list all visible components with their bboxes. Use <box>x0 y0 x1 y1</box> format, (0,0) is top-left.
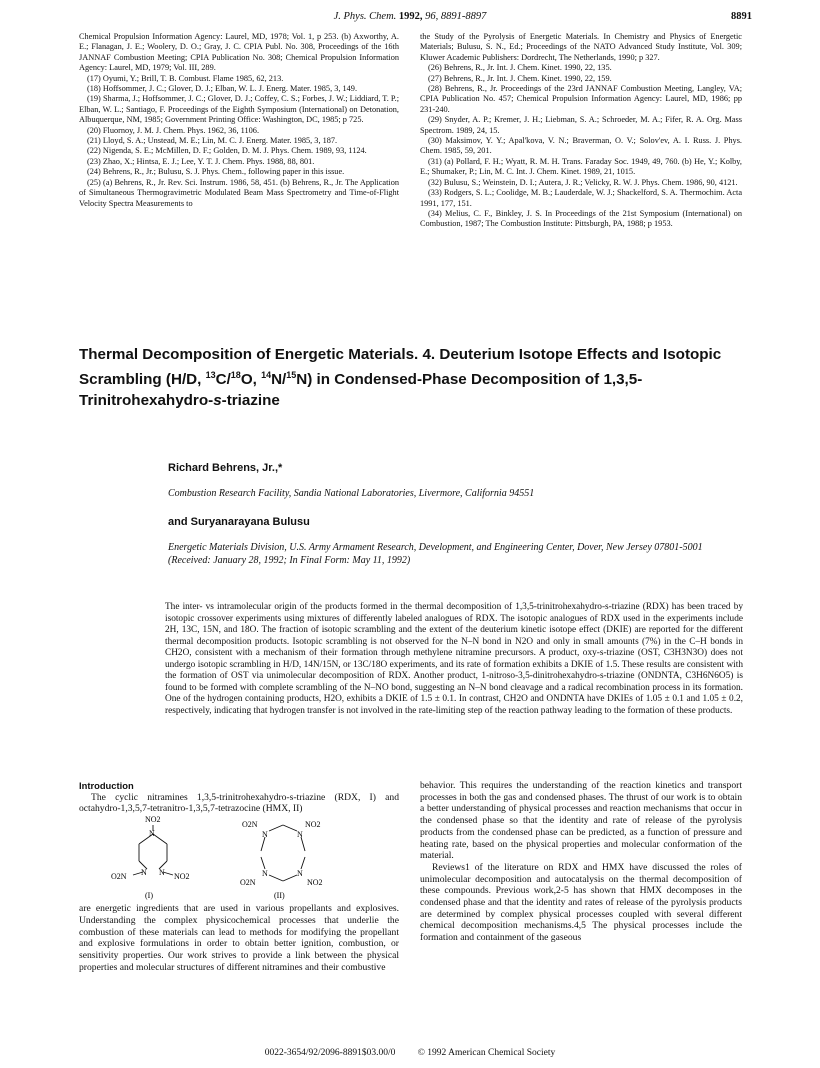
rdx-n-right: N <box>159 868 165 878</box>
hmx-n-bottom-left: N <box>262 869 268 879</box>
journal-name: J. Phys. Chem. <box>333 11 397 22</box>
reference-item: Chemical Propulsion Information Agency: Laurel, MD, 1978; Vol. 1, p 253. (b) Axworthy, A. E.; Flanagan, J. E.; Woolery, D. O.; Gray, J. C. CPIA Publ. No. 308, Proceedings of the 16th JANNAF Combustion Meeting; CPIA Publication No. 308; Chemical Propulsion Information Agency: Laurel, MD, 1979; Vol. III, 289. <box>79 32 399 73</box>
journal-volume: 96, <box>425 11 439 22</box>
reference-item: (27) Behrens, R., Jr. Int. J. Chem. Kinet. 1990, 22, 159. <box>428 73 612 83</box>
reference-item: (21) Lloyd, S. A.; Unstead, M. E.; Lin, M. C. J. Energ. Mater. 1985, 3, 187. <box>87 136 338 146</box>
hmx-no2-top: NO2 <box>305 820 321 830</box>
reference-item: (29) Snyder, A. P.; Kremer, J. H.; Liebman, S. A.; Schroeder, M. A.; Fifer, R. A. Org. Mass Spectrom. 1989, 24, 15. <box>420 115 742 135</box>
reference-item: (17) Oyumi, Y.; Brill, T. B. Combust. Flame 1985, 62, 213. <box>87 73 284 83</box>
reference-item: (25) (a) Behrens, R., Jr. Rev. Sci. Instrum. 1986, 58, 451. (b) Behrens, R., Jr. The Application of Simultaneous Thermogravimetric Modulated Beam Mass Spectrometry and Time-of-Flight Velocity Spectra Measurements to <box>79 177 399 208</box>
reference-item: (18) Hoffsommer, J. C.; Glover, D. J.; Elban, W. L. J. Energ. Mater. 1985, 3, 149. <box>87 84 358 94</box>
body-paragraph: are energetic ingredients that are used in various propellants and explosives. Understanding the complex physicochemical processes that underlie the combustion of these materials can lead to methods for modifying the propellant and explosive formulations in order to obtain better ignition, combustion, or sensitivity properties. Our work strives to provide a link between the physical properties and molecular structures of different nitramines and their combustive <box>79 903 399 973</box>
hmx-n-bottom-right: N <box>297 869 303 879</box>
rdx-no2-right: NO2 <box>174 872 190 882</box>
hmx-o2n-bottom: O2N <box>240 878 256 888</box>
page-footer <box>0 1048 820 1058</box>
references-right-column <box>420 32 742 230</box>
body-paragraph: The cyclic nitramines 1,3,5-trinitrohexahydro-s-triazine (RDX, I) and octahydro-1,3,5,7-tetranitro-1,3,5,7-tetrazocine (HMX, II) <box>79 791 399 815</box>
body-paragraph: Reviews1 of the literature on RDX and HMX have discussed the roles of unimolecular decomposition and autocatalysis on the thermal decomposition of these compounds. Previous work,2-5 has shown that HMX decomposes in the condensed phase and that the identity and rates of release of the pyrolysis products are determined by complex physical processes coupled with several different chemical decomposition mechanisms.4,5 The physical processes include the formation and containment of the gaseous <box>420 861 742 944</box>
author-name: Richard Behrens, Jr.,* <box>168 462 283 474</box>
reference-item: (32) Bulusu, S.; Weinstein, D. I.; Autera, J. R.; Velicky, R. W. J. Phys. Chem. 1986, 90, 4121. <box>428 177 738 187</box>
hmx-n-top-left: N <box>262 830 268 840</box>
article-code: 0022-3654/92/2096-8891$03.00/0 <box>264 1048 396 1058</box>
references-left-column <box>79 32 399 209</box>
reference-item: (26) Behrens, R., Jr. Int. J. Chem. Kinet. 1990, 22, 135. <box>428 63 612 73</box>
reference-item: (28) Behrens, R., Jr. Proceedings of the 23rd JANNAF Combustion Meeting, Langley, VA; CPIA Publication No. 457; Chemical Propulsion Information Agency: Laurel, MD, 1986; pp 231-240. <box>420 84 742 114</box>
rdx-o2n-left: O2N <box>111 872 127 882</box>
section-heading: Introduction <box>79 780 134 791</box>
author-affiliation: Combustion Research Facility, Sandia National Laboratories, Livermore, California 94551 <box>168 488 535 499</box>
reference-item: (23) Zhao, X.; Hintsa, E. J.; Lee, Y. T. J. Chem. Phys. 1988, 88, 801. <box>87 156 315 166</box>
reference-item: (33) Rodgers, S. L.; Coolidge, M. B.; Lauderdale, W. J.; Shackelford, S. A. Thermochim. Acta 1991, 177, 151. <box>420 188 742 208</box>
reference-item: (34) Melius, C. F., Binkley, J. S. In Proceedings of the 21st Symposium (International) on Combustion, 1987; The Combustion Institute: Pittsburgh, PA, 1988; p 1953. <box>420 208 742 229</box>
title-superscript: 18 <box>230 370 241 380</box>
journal-citation <box>0 11 820 22</box>
chemical-structures <box>79 815 399 903</box>
rdx-n-top: N <box>149 829 155 839</box>
title-superscript: 15 <box>286 370 297 380</box>
reference-item: (24) Behrens, R., Jr.; Bulusu, S. J. Phys. Chem., following paper in this issue. <box>87 167 345 177</box>
structure-diagram <box>79 815 399 903</box>
title-text: N) in Condensed-Phase Decomposition of 1,3,5-Trinitrohexahydro- <box>79 371 643 410</box>
hmx-label: (II) <box>274 891 285 901</box>
title-text: N/ <box>271 371 287 389</box>
reference-item: (20) Fluornoy, J. M. J. Chem. Phys. 1962, 36, 1106. <box>87 125 260 135</box>
reference-item: (22) Nigenda, S. E.; McMillen, D. F.; Golden, D. M. J. Phys. Chem. 1989, 93, 1124. <box>87 146 367 156</box>
hmx-o2n-top: O2N <box>242 820 258 830</box>
body-right-column <box>420 780 742 944</box>
rdx-no2-top: NO2 <box>145 815 161 825</box>
reference-item: the Study of the Pyrolysis of Energetic Materials. In Chemistry and Physics of Energetic Materials; Bulusu, S. N., Ed.; Proceedings of the NATO Advanced Study Institute, Vol. 309; Kluwer Academic Publishers: Dordrecht, The Netherlands, 1990; p 327. <box>420 32 742 62</box>
author-name: and Suryanarayana Bulusu <box>168 516 310 528</box>
journal-pages: 8891-8897 <box>440 11 487 22</box>
running-header <box>0 11 820 25</box>
article-title <box>79 344 739 411</box>
hmx-no2-bottom: NO2 <box>307 878 323 888</box>
abstract: The inter- vs intramolecular origin of the products formed in the thermal decomposition of 1,3,5-trinitrohexahydro-s-triazine (RDX) has been traced by isotopic crossover experiments using mixtures of differently labeled analogues of RDX. The isotopic analogues of RDX used in the experiments include 2H, 13C, 15N, and 18O. The fraction of isotopic scrambling and the extent of the deuterium kinetic isotope effect (DKIE) are reported for the different thermal decomposition products. Isotopic scrambling is not observed for the N–N bond in N2O and only in small amounts (7%) in the C–H bonds in CH2O, consistent with a mechanism of their formation through methylene nitramine precursors. A product, oxy-s-triazine (OST, C3H3N3O) does not undergo isotopic scrambling in H/D, 14N/15N, or 13C/18O experiments, and its rate of formation exhibits a DKIE of 1.5. These results are consistent with the formation of OST via unimolecular decomposition of RDX. Another product, 1-nitroso-3,5-dinitrohexahydro-s-triazine (ONDNTA, C3H6N6O5) is found to be formed with complete scrambling of the N–NO bond, suggesting an N–N bond cleavage and a radical recombination process in its formation. One of the hydrogen containing products, H2O, exhibits a DKIE of 1.5 ± 0.1. In contrast, CH2O and ONDNTA have DKIEs of 1.05 ± 0.1 and 1.05 ± 0.2, respectively, indicating that hydrogen transfer is not involved in the rate-limiting step of the reaction pathway leading to the formation of these products. <box>165 602 743 716</box>
title-text: Thermal Decomposition of Energetic Materials. 4. Deuterium Isotope Effects and Isotopic Scrambling (H/D, <box>79 346 722 389</box>
reference-item: (19) Sharma, J.; Hoffsommer, J. C.; Glover, D. J.; Coffey, C. S.; Forbes, J. W.; Liddiard, T. P.; Elban, W. L.; Santiago, F. Proceedings of the Eighth Symposium (International) on Detonation, Albuquerque, NM, 1985; Government Printing Office: Washington, DC, 1985; p 725. <box>79 94 399 125</box>
author-affiliation: Energetic Materials Division, U.S. Army Armament Research, Development, and Engineering Center, Dover, New Jersey 07801-5001 (Received: January 28, 1992; In Final Form: May 11, 1992) <box>168 542 703 566</box>
title-text: O, <box>240 371 262 389</box>
title-text: -triazine <box>221 392 280 410</box>
body-left-column <box>79 780 399 973</box>
title-superscript: 14 <box>261 370 272 380</box>
title-text: C/ <box>215 371 231 389</box>
reference-item: (31) (a) Pollard, F. H.; Wyatt, R. M. H. Trans. Faraday Soc. 1949, 49, 760. (b) He, Y.; Kolby, E.; Shumaker, P.; Lin, M. C. Int. J. Chem. Kinet. 1989, 21, 1015. <box>420 156 742 177</box>
title-italic: s <box>213 392 222 410</box>
reference-item: (30) Maksimov, Y. Y.; Apal'kova, V. N.; Braverman, O. V.; Solov'ev, A. I. Russ. J. Phys. Chem. 1985, 59, 201. <box>420 136 742 156</box>
copyright: © 1992 American Chemical Society <box>417 1048 556 1058</box>
body-paragraph: behavior. This requires the understanding of the reaction kinetics and transport processes in both the gas and condensed phases. The thrust of our work is to obtain a better understanding of physical processes and reaction mechanisms that occur in the condensed phase so that the identity and rate of release of the pyrolysis products from the condensed phase can be predicted, as a function of pressure and heating rate, based on the physical properties and molecular conformation of the material. <box>420 780 742 862</box>
page-number: 8891 <box>731 11 752 22</box>
rdx-label: (I) <box>145 891 153 901</box>
rdx-n-left: N <box>141 868 147 878</box>
title-superscript: 13 <box>205 370 216 380</box>
journal-year: 1992, <box>398 11 423 22</box>
hmx-n-top-right: N <box>297 830 303 840</box>
